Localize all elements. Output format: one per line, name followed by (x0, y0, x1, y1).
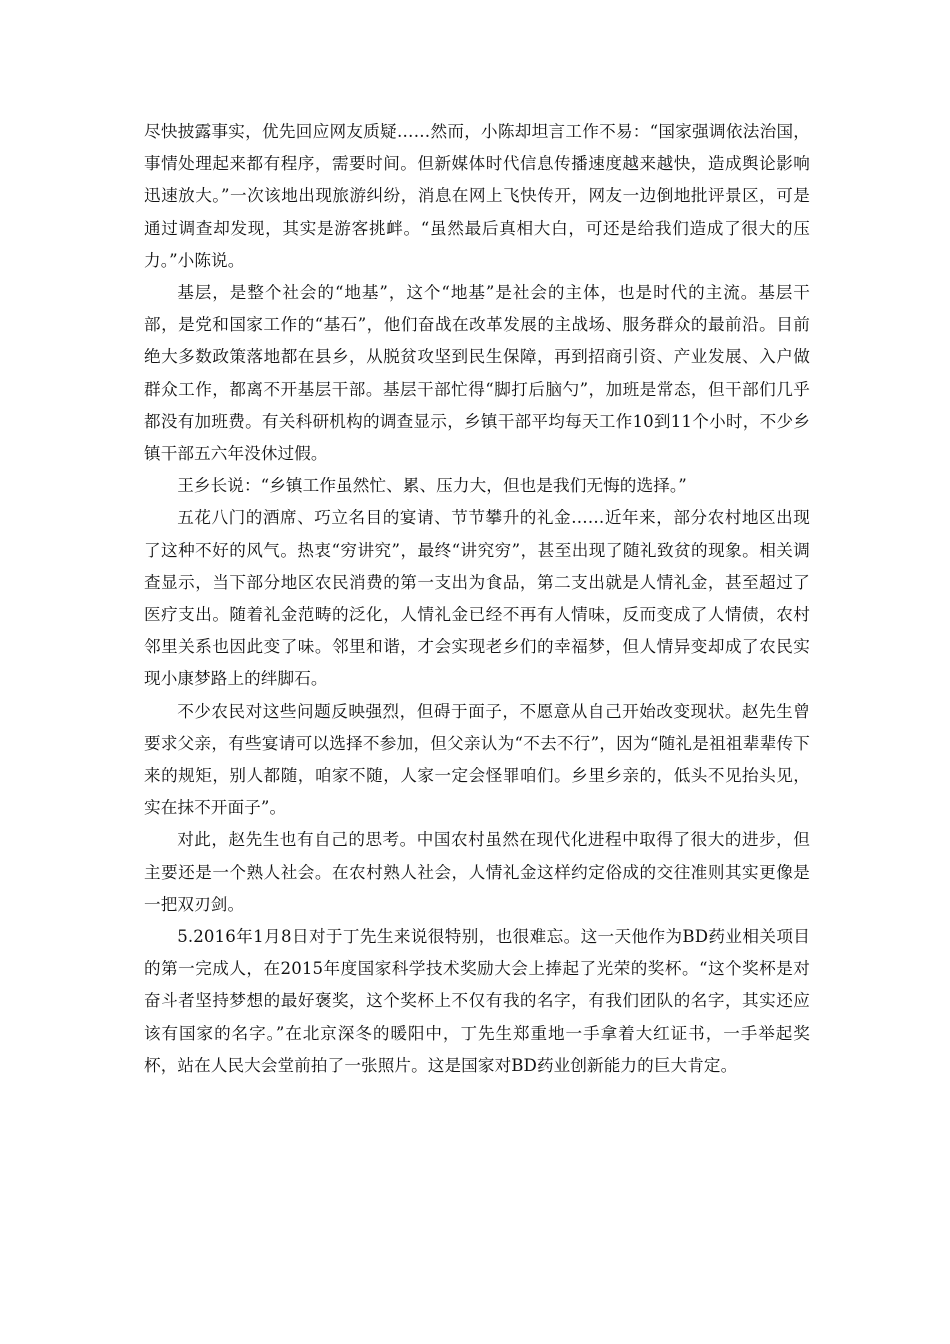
paragraph-mayor-wang-quote: 王乡长说：“乡镇工作虽然忙、累、压力大，但也是我们无悔的选择。” (177, 476, 687, 496)
paragraph-continuation-xiaochen: 尽快披露事实，优先回应网友质疑……然而，小陈却坦言工作不易：“国家强调依法治国，事情处理起来都有程序，需要时间。但新媒体时代信息传播速度越来越快，造成舆论影响迅速放大。”一次该地出现旅游纠纷，消息在网上飞快传开，网友一边倒地批评景区，可是通过调查却发现，其实是游客挑衅。“虽然最后真相大白，可还是给我们造成了很大的压力。”小陈说。 (144, 122, 810, 270)
paragraph-item-5-mr-ding: 5.2016年1月8日对于丁先生来说很特别，也很难忘。这一天他作为BD药业相关项目的第一完成人，在2015年度国家科学技术奖励大会上捧起了光荣的奖杯。“这个奖杯是对奋斗者坚持梦想的最好褒奖，这个奖杯上不仅有我的名字，有我们团队的名字，其实还应该有国家的名字。”在北京深冬的暖阳中，丁先生郑重地一手拿着大红证书，一手举起奖杯，站在人民大会堂前拍了一张照片。这是国家对BD药业创新能力的巨大肯定。 (144, 927, 810, 1075)
paragraph-farmers-face: 不少农民对这些问题反映强烈，但碍于面子，不愿意从自己开始改变现状。赵先生曾要求父亲，有些宴请可以选择不参加，但父亲认为“不去不行”，因为“随礼是祖祖辈辈传下来的规矩，别人都随，咱家不随，人家一定会怪罪咱们。乡里乡亲的，低头不见抬头见，实在抹不开面子”。 (144, 701, 810, 818)
document-page (144, 116, 810, 1082)
paragraph-rural-gift-money: 五花八门的酒席、巧立名目的宴请、节节攀升的礼金……近年来，部分农村地区出现了这种不好的风气。热衷“穷讲究”，最终“讲究穷”，甚至出现了随礼致贫的现象。相关调查显示，当下部分地区农民消费的第一支出为食品，第二支出就是人情礼金，甚至超过了医疗支出。随着礼金范畴的泛化，人情礼金已经不再有人情味，反而变成了人情债，农村邻里关系也因此变了味。邻里和谐，才会实现老乡们的幸福梦，但人情异变却成了农民实现小康梦路上的绊脚石。 (144, 508, 810, 689)
paragraph-grassroots-cadres: 基层，是整个社会的“地基”，这个“地基”是社会的主体，也是时代的主流。基层干部，是党和国家工作的“基石”，他们奋战在改革发展的主战场、服务群众的最前沿。目前绝大多数政策落地都在县乡，从脱贫攻坚到民生保障，再到招商引资、产业发展、入户做群众工作，都离不开基层干部。基层干部忙得“脚打后脑勺”，加班是常态，但干部们几乎都没有加班费。有关科研机构的调查显示，乡镇干部平均每天工作10到11个小时，不少乡镇干部五六年没休过假。 (144, 283, 810, 464)
paragraph-mr-zhao-thoughts: 对此，赵先生也有自己的思考。中国农村虽然在现代化进程中取得了很大的进步，但主要还是一个熟人社会。在农村熟人社会，人情礼金这样约定俗成的交往准则其实更像是一把双刃剑。 (144, 830, 810, 914)
